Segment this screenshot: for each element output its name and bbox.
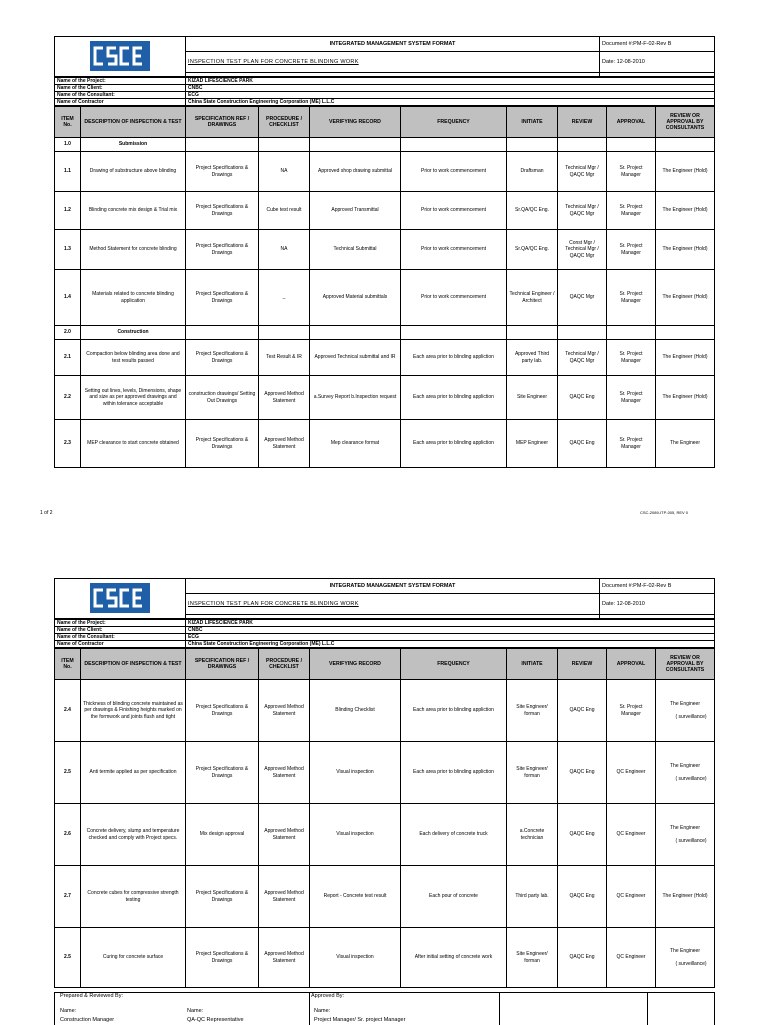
table-cell: Prior to work commencement (401, 152, 507, 192)
table-cell: Approved Technical submittal and IR (310, 340, 401, 376)
table-cell: a.Survey Report b.Inspection request (310, 376, 401, 420)
table-cell: Drawing of substructure above blinding (81, 152, 186, 192)
table-cell: QAQC Eng (558, 680, 607, 742)
section-empty-cell (401, 326, 507, 340)
project-info-value: China State Construction Engineering Corporation (ME) L.L.C (186, 641, 715, 648)
item-number: 2.7 (55, 866, 81, 928)
table-cell: Technical Mgr / QAQC Mgr (558, 192, 607, 230)
table-cell: NA (259, 152, 310, 192)
table-cell: Technical Mgr / QAQC Mgr (558, 152, 607, 192)
column-header: DESCRIPTION OF INSPECTION & TEST (81, 649, 186, 680)
project-info-value: ECG (186, 92, 715, 99)
role-project-manager: Project Manager/ Sr. project Manager (314, 1017, 406, 1023)
table-cell: After initial setting of concrete work (401, 928, 507, 988)
table-row (55, 376, 715, 420)
table-row (55, 152, 715, 192)
table-cell: _ (259, 270, 310, 326)
column-header: VERIFYING RECORD (310, 649, 401, 680)
project-info-value: KIZAD LIFESCIENCE PARK (186, 78, 715, 85)
item-number: 2.5 (55, 928, 81, 988)
table-cell: a.Concrete technician (507, 804, 558, 866)
ims-title: INTEGRATED MANAGEMENT SYSTEM FORMAT (186, 37, 600, 52)
section-empty-cell (656, 138, 715, 152)
inspection-table (54, 106, 715, 468)
project-info-label: Name of the Consultant: (55, 92, 186, 99)
table-cell: QC Engineer (607, 804, 656, 866)
section-empty-cell (259, 326, 310, 340)
table-cell: Report - Concrete test result (310, 866, 401, 928)
logo-cell (55, 37, 186, 77)
item-number: 2.3 (55, 420, 81, 468)
column-header: INITIATE (507, 649, 558, 680)
table-cell: Sr.QA/QC Eng. (507, 192, 558, 230)
document-reference: CSC-2089-ITP-005, REV 0 (640, 510, 689, 515)
table-cell: QC Engineer (607, 866, 656, 928)
item-number: 2.6 (55, 804, 81, 866)
table-cell: Project Specifications & Drawings (186, 742, 259, 804)
table-cell: QAQC Eng (558, 804, 607, 866)
table-row (55, 420, 715, 468)
table-cell: Each pour of concrete (401, 866, 507, 928)
table-cell: QAQC Eng (558, 376, 607, 420)
section-empty-cell (656, 326, 715, 340)
table-cell: The Engineer (Hold) (656, 376, 715, 420)
table-cell: Test Result & IR (259, 340, 310, 376)
table-cell: Sr.QA/QC Eng. (507, 230, 558, 270)
document-header (54, 36, 715, 77)
column-header: FREQUENCY (401, 107, 507, 138)
project-info-table-2 (54, 619, 715, 648)
project-info-row (55, 641, 715, 648)
table-cell: Project Specifications & Drawings (186, 340, 259, 376)
table-cell: Materials related to concrete blinding application (81, 270, 186, 326)
signature-block (54, 992, 714, 1024)
table-cell: Technical Engineer / Architect (507, 270, 558, 326)
cscec-logo-icon (90, 583, 150, 613)
column-header: REVIEW (558, 649, 607, 680)
table-cell: Site Engineer/ forman (507, 928, 558, 988)
table-cell: Sr. Project Manager (607, 376, 656, 420)
project-info-label: Name of the Client: (55, 627, 186, 634)
table-cell: Project Specifications & Drawings (186, 230, 259, 270)
table-cell: Each area prior to blinding appliction (401, 742, 507, 804)
name-label-1: Name: (60, 1008, 77, 1014)
table-cell: Concrete cubes for compressive strength testing (81, 866, 186, 928)
column-header: FREQUENCY (401, 649, 507, 680)
project-info-label: Name of the Client: (55, 85, 186, 92)
table-cell: Sr. Project Manager (607, 192, 656, 230)
section-empty-cell (607, 138, 656, 152)
surveillance-line-2: ( surveillance) (675, 714, 707, 720)
consultant-surveillance (656, 680, 715, 742)
table-cell: Each delivery of concrete truck (401, 804, 507, 866)
project-info-value: China State Construction Engineering Corporation (ME) L.L.C (186, 99, 715, 106)
section-empty-cell (186, 326, 259, 340)
project-info-table (54, 77, 715, 106)
itp-title: INSPECTION TEST PLAN FOR CONCRETE BLINDING WORK (186, 52, 600, 73)
column-header: ITEM No. (55, 649, 81, 680)
project-info-label: Name of the Project: (55, 78, 186, 85)
table-cell: QAQC Eng (558, 420, 607, 468)
project-info-value: CNBC (186, 627, 715, 634)
table-row (55, 804, 715, 866)
table-cell: The Engineer (Hold) (656, 230, 715, 270)
table-cell: Compaction below blinding area done and test results passed (81, 340, 186, 376)
table-cell: Approved Third party lab. (507, 340, 558, 376)
table-cell: Project Specifications & Drawings (186, 866, 259, 928)
project-info-label: Name of the Project: (55, 620, 186, 627)
project-info-row (55, 78, 715, 85)
table-cell: Sr. Project Manager (607, 270, 656, 326)
table-cell: Approved Material submittals (310, 270, 401, 326)
table-cell: Sr. Project Manager (607, 230, 656, 270)
item-number: 2.4 (55, 680, 81, 742)
table-cell: Site Engineer/ forman (507, 742, 558, 804)
table-row (55, 866, 715, 928)
section-empty-cell (310, 138, 401, 152)
table-row (55, 928, 715, 988)
table-cell: Prior to work commencement (401, 230, 507, 270)
item-number: 1.4 (55, 270, 81, 326)
table-cell: Prior to work commencement (401, 270, 507, 326)
section-row (55, 326, 715, 340)
table-cell: Cube test result (259, 192, 310, 230)
table-cell: Each area prior to blinding appliction (401, 340, 507, 376)
table-cell: QAQC Eng (558, 866, 607, 928)
table-cell: Blinding Checklist (310, 680, 401, 742)
table-cell: The Engineer (Hold) (656, 270, 715, 326)
table-cell: Approved Method Statement (259, 680, 310, 742)
section-title: Construction (81, 326, 186, 340)
table-row (55, 340, 715, 376)
role-qaqc-representative: QA-QC Representative (187, 1017, 244, 1023)
project-info-label: Name of the Consultant: (55, 634, 186, 641)
table-cell: Third party lab. (507, 866, 558, 928)
column-header: PROCEDURE / CHECKLIST (259, 649, 310, 680)
table-cell: Technical Submittal (310, 230, 401, 270)
column-header: SPECIFICATION REF / DRAWINGS (186, 649, 259, 680)
project-info-value: ECG (186, 634, 715, 641)
inspection-table-2 (54, 648, 715, 988)
page-number: 1 of 2 (40, 510, 53, 516)
table-cell: Project Specifications & Drawings (186, 420, 259, 468)
project-info-row (55, 99, 715, 106)
itp-title-2: INSPECTION TEST PLAN FOR CONCRETE BLINDING WORK (186, 594, 600, 615)
table-cell: Sr. Project Manager (607, 420, 656, 468)
column-header: REVIEW OR APPROVAL BY CONSULTANTS (656, 649, 715, 680)
table-row (55, 192, 715, 230)
document-header-2 (54, 578, 715, 619)
table-cell: Const Mgr / Technical Mgr / QAQC Mgr (558, 230, 607, 270)
surveillance-line-1: The Engineer (669, 700, 701, 707)
page-1 (54, 36, 714, 468)
table-cell: Project Specifications & Drawings (186, 680, 259, 742)
table-cell: Project Specifications & Drawings (186, 152, 259, 192)
table-row (55, 680, 715, 742)
project-info-value: CNBC (186, 85, 715, 92)
table-cell: Draftsman (507, 152, 558, 192)
approved-by-label: Approved By: (311, 993, 345, 999)
table-cell: Approved shop drawing submittal (310, 152, 401, 192)
table-cell: Approved Method Statement (259, 866, 310, 928)
table-cell: Mix design approval (186, 804, 259, 866)
logo-cell-2 (55, 579, 186, 619)
table-cell: Project Specifications & Drawings (186, 270, 259, 326)
section-empty-cell (507, 326, 558, 340)
table-cell: Sr. Project Manager (607, 152, 656, 192)
table-cell: The Engineer (Hold) (656, 152, 715, 192)
consultant-surveillance (656, 804, 715, 866)
prepared-by-label: Prepared & Reviewed By: (60, 993, 123, 999)
item-number: 2.5 (55, 742, 81, 804)
table-cell: Each area prior to blinding appliction (401, 420, 507, 468)
table-cell: Approved Method Statement (259, 420, 310, 468)
section-title: Submission (81, 138, 186, 152)
table-cell: Setting out lines, levels, Dimensions, shape and size as per approved drawings and within tolerance acceptable (81, 376, 186, 420)
table-cell: Sr. Project Manager (607, 680, 656, 742)
project-info-row (55, 627, 715, 634)
role-construction-manager: Construction Manager (60, 1017, 115, 1023)
surveillance-line-2: ( surveillance) (675, 776, 707, 782)
table-cell: Site Engineer/ forman (507, 680, 558, 742)
table-cell: The Engineer (Hold) (656, 866, 715, 928)
ims-title-2: INTEGRATED MANAGEMENT SYSTEM FORMAT (186, 579, 600, 594)
column-header: ITEM No. (55, 107, 81, 138)
section-empty-cell (401, 138, 507, 152)
table-cell: Thickness of blinding concrete maintained as per drawings & Finishing heights marked on the formwork and joints flush and tight (81, 680, 186, 742)
table-cell: NA (259, 230, 310, 270)
column-header: INITIATE (507, 107, 558, 138)
table-cell: Project Specifications & Drawings (186, 928, 259, 988)
name-label-2: Name: (187, 1008, 204, 1014)
table-cell: Approved Transmittal (310, 192, 401, 230)
table-cell: Sr. Project Manager (607, 340, 656, 376)
surveillance-line-1: The Engineer (669, 824, 701, 831)
section-number: 2.0 (55, 326, 81, 340)
table-cell: Method Statement for concrete blinding (81, 230, 186, 270)
table-cell: Each area prior to blinding appliction (401, 680, 507, 742)
project-info-row (55, 85, 715, 92)
table-cell: Project Specifications & Drawings (186, 192, 259, 230)
table-cell: Approved Method Statement (259, 742, 310, 804)
column-header: SPECIFICATION REF / DRAWINGS (186, 107, 259, 138)
surveillance-line-2: ( surveillance) (675, 961, 707, 967)
table-cell: MEP clearance to start concrete obtained (81, 420, 186, 468)
column-header: PROCEDURE / CHECKLIST (259, 107, 310, 138)
section-empty-cell (607, 326, 656, 340)
item-number: 2.2 (55, 376, 81, 420)
project-info-row (55, 92, 715, 99)
table-cell: Curing for concrete surface (81, 928, 186, 988)
table-cell: Technical Mgr / QAQC Mgr (558, 340, 607, 376)
consultant-surveillance (656, 928, 715, 988)
section-number: 1.0 (55, 138, 81, 152)
table-cell: Visual inspection (310, 742, 401, 804)
column-header: REVIEW (558, 107, 607, 138)
project-info-row (55, 634, 715, 641)
surveillance-line-1: The Engineer (669, 947, 701, 954)
document-number: Document #:PM-F-02-Rev B (600, 37, 715, 52)
table-cell: MEP Engineer (507, 420, 558, 468)
item-number: 1.1 (55, 152, 81, 192)
table-cell: The Engineer (Hold) (656, 192, 715, 230)
table-cell: Visual inspection (310, 804, 401, 866)
table-cell: Site Engineer (507, 376, 558, 420)
table-row (55, 230, 715, 270)
table-cell: QC Engineer (607, 928, 656, 988)
table-cell: Each area prior to blinding appliction (401, 376, 507, 420)
section-empty-cell (259, 138, 310, 152)
item-number: 1.2 (55, 192, 81, 230)
table-cell: Visual inspection (310, 928, 401, 988)
project-info-row (55, 620, 715, 627)
table-cell: Prior to work commencement (401, 192, 507, 230)
column-header: APPROVAL (607, 107, 656, 138)
table-cell: Approved Method Statement (259, 376, 310, 420)
table-cell: QAQC Mgr (558, 270, 607, 326)
section-empty-cell (186, 138, 259, 152)
item-number: 1.3 (55, 230, 81, 270)
consultant-surveillance (656, 742, 715, 804)
cscec-logo-icon (90, 41, 150, 71)
document-date: Date: 12-08-2010 (600, 52, 715, 73)
table-cell: QAQC Eng (558, 928, 607, 988)
table-cell: QAQC Eng (558, 742, 607, 804)
table-cell: The Engineer (656, 420, 715, 468)
column-header: APPROVAL (607, 649, 656, 680)
section-empty-cell (558, 138, 607, 152)
project-info-value: KIZAD LIFESCIENCE PARK (186, 620, 715, 627)
page-2 (54, 578, 714, 988)
document-date-2: Date: 12-08-2010 (600, 594, 715, 615)
column-header: REVIEW OR APPROVAL BY CONSULTANTS (656, 107, 715, 138)
document-number-2: Document #:PM-F-02-Rev B (600, 579, 715, 594)
project-info-label: Name of Contractor (55, 641, 186, 648)
table-cell: construction drawings/ Setting Out Drawings (186, 376, 259, 420)
section-empty-cell (558, 326, 607, 340)
table-cell: Approved Method Statement (259, 804, 310, 866)
table-cell: Mep clearance format (310, 420, 401, 468)
surveillance-line-2: ( surveillance) (675, 838, 707, 844)
item-number: 2.1 (55, 340, 81, 376)
table-cell: Concrete delivery, slump and temperature checked and comply with Project specs. (81, 804, 186, 866)
section-row (55, 138, 715, 152)
column-header: DESCRIPTION OF INSPECTION & TEST (81, 107, 186, 138)
table-row (55, 270, 715, 326)
table-cell: Blinding concrete mix design & Trial mix (81, 192, 186, 230)
table-row (55, 742, 715, 804)
table-cell: QC Engineer (607, 742, 656, 804)
table-cell: Approved Method Statement (259, 928, 310, 988)
table-cell: The Engineer (Hold) (656, 340, 715, 376)
project-info-label: Name of Contractor (55, 99, 186, 106)
surveillance-line-1: The Engineer (669, 762, 701, 769)
name-label-3: Name: (314, 1008, 331, 1014)
column-header: VERIFYING RECORD (310, 107, 401, 138)
section-empty-cell (310, 326, 401, 340)
section-empty-cell (507, 138, 558, 152)
table-cell: Anti termite applied as per specification (81, 742, 186, 804)
